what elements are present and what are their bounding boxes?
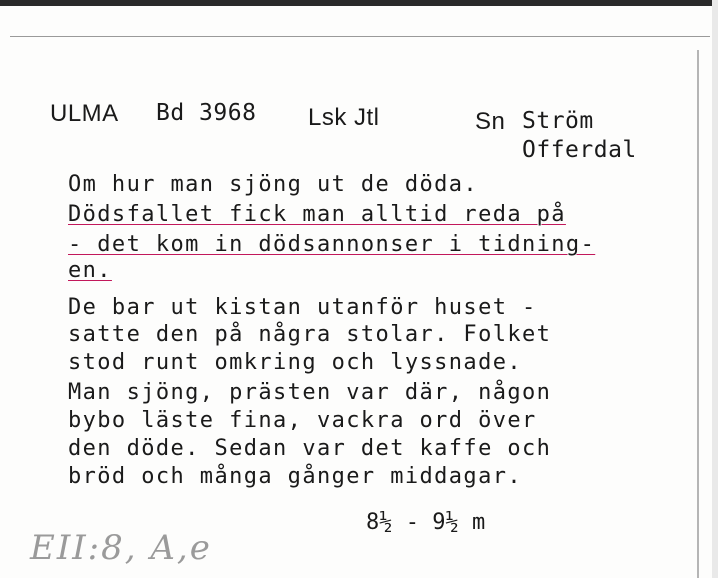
text-paragraph2-line-4: Man sjöng, prästen var där, någon	[68, 380, 552, 405]
text-paragraph2-line-2: satte den på några stolar. Folket	[68, 322, 552, 347]
text-paragraph1-line-2: - det kom in dödsannonser i tidning-	[68, 232, 596, 257]
text-title-line: Om hur man sjöng ut de döda.	[68, 172, 479, 197]
volume-number: Bd 3968	[156, 100, 257, 126]
archive-code: ULMA	[50, 100, 119, 127]
page-reference: 8½ - 9½ m	[366, 510, 486, 535]
margin-rule	[697, 50, 699, 578]
socken-label: Sn	[475, 108, 506, 135]
card-right-edge	[712, 0, 718, 578]
text-paragraph1-line-3: en.	[68, 258, 112, 283]
text-paragraph2-line-3: stod runt omkring och lyssnade.	[68, 350, 522, 375]
socken-name-2: Offerdal	[522, 137, 637, 163]
text-paragraph1-line-1: Dödsfallet fick man alltid reda på	[68, 202, 566, 227]
card-top-edge	[0, 0, 718, 6]
text-paragraph2-line-7: bröd och många gånger middagar.	[68, 464, 522, 489]
handwritten-classmark: EII:8, A,e	[30, 528, 212, 568]
text-paragraph2-line-1: De bar ut kistan utanför huset -	[68, 295, 537, 320]
landskap-label: Lsk Jtl	[308, 104, 380, 131]
socken-name-1: Ström	[522, 108, 594, 134]
header-rule	[10, 36, 710, 37]
text-paragraph2-line-5: bybo läste fina, vackra ord över	[68, 408, 537, 433]
text-paragraph2-line-6: den döde. Sedan var det kaffe och	[68, 436, 552, 461]
